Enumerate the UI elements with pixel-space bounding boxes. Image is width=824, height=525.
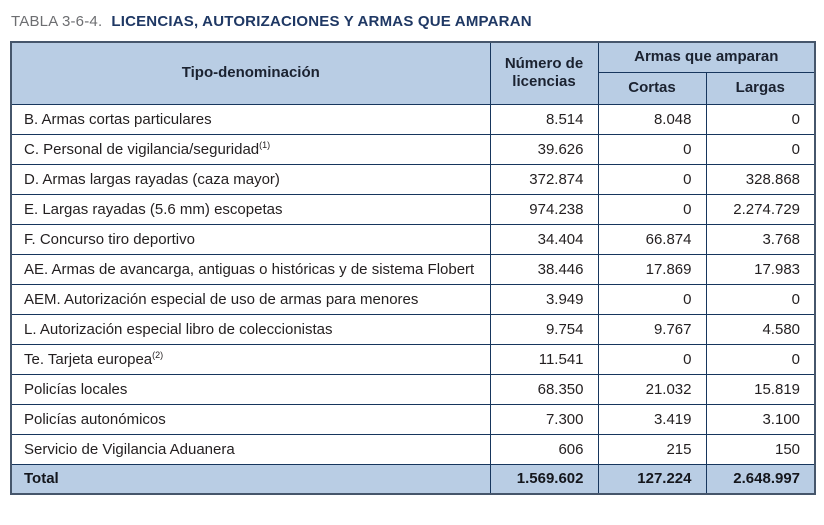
largas-value: 3.768 <box>706 224 815 254</box>
largas-value: 0 <box>706 134 815 164</box>
table-row <box>11 104 815 134</box>
licencias-value: 39.626 <box>490 134 598 164</box>
column-group-armas: Armas que amparan <box>598 42 815 72</box>
row-label: AE. Armas de avancarga, antiguas o históricas y de sistema Flobert <box>24 260 475 278</box>
row-label: Policías locales <box>24 380 128 398</box>
cortas-value: 0 <box>598 164 706 194</box>
licencias-value: 38.446 <box>490 254 598 284</box>
table-row <box>11 254 815 284</box>
row-label-cell <box>11 434 490 464</box>
row-label: F. Concurso tiro deportivo <box>24 230 195 248</box>
cortas-value: 66.874 <box>598 224 706 254</box>
largas-value: 17.983 <box>706 254 815 284</box>
row-label: D. Armas largas rayadas (caza mayor) <box>24 170 280 188</box>
table-row <box>11 404 815 434</box>
table-row <box>11 434 815 464</box>
largas-value: 0 <box>706 104 815 134</box>
cortas-value: 0 <box>598 134 706 164</box>
row-label: E. Largas rayadas (5.6 mm) escopetas <box>24 200 283 218</box>
cortas-value: 0 <box>598 284 706 314</box>
cortas-value: 3.419 <box>598 404 706 434</box>
largas-value: 3.100 <box>706 404 815 434</box>
table-row <box>11 194 815 224</box>
licencias-value: 372.874 <box>490 164 598 194</box>
licencias-value: 7.300 <box>490 404 598 434</box>
cortas-value: 9.767 <box>598 314 706 344</box>
row-label: B. Armas cortas particulares <box>24 110 212 128</box>
cortas-value: 21.032 <box>598 374 706 404</box>
cortas-value: 0 <box>598 194 706 224</box>
row-label: C. Personal de vigilancia/seguridad <box>24 140 260 158</box>
footnote-marker: (1) <box>259 139 271 150</box>
table-body <box>11 104 815 494</box>
row-label-cell <box>11 284 490 314</box>
row-label-cell <box>11 104 490 134</box>
table-row <box>11 164 815 194</box>
largas-value: 0 <box>706 284 815 314</box>
table-row <box>11 224 815 254</box>
total-label: Total <box>11 464 490 494</box>
table-row <box>11 134 815 164</box>
table-row <box>11 284 815 314</box>
row-label-cell <box>11 254 490 284</box>
total-licencias-value: 1.569.602 <box>490 464 598 494</box>
row-label-cell <box>11 224 490 254</box>
table-title: LICENCIAS, AUTORIZACIONES Y ARMAS QUE AMPARAN <box>111 13 532 30</box>
cortas-value: 8.048 <box>598 104 706 134</box>
column-header-cortas: Cortas <box>598 72 706 104</box>
licencias-armas-table <box>10 41 816 495</box>
licencias-value: 34.404 <box>490 224 598 254</box>
licencias-value: 974.238 <box>490 194 598 224</box>
row-label-cell <box>11 344 490 374</box>
total-cortas-value: 127.224 <box>598 464 706 494</box>
table-row <box>11 374 815 404</box>
table-row <box>11 344 815 374</box>
licencias-value: 9.754 <box>490 314 598 344</box>
row-label-cell <box>11 404 490 434</box>
licencias-value: 11.541 <box>490 344 598 374</box>
licencias-value: 68.350 <box>490 374 598 404</box>
row-label: Policías autonómicos <box>24 410 166 428</box>
cortas-value: 0 <box>598 344 706 374</box>
licencias-value: 8.514 <box>490 104 598 134</box>
largas-value: 328.868 <box>706 164 815 194</box>
row-label-cell <box>11 134 490 164</box>
header-row-group <box>11 42 815 72</box>
column-header-tipo: Tipo-denominación <box>11 42 490 104</box>
licencias-value: 3.949 <box>490 284 598 314</box>
column-header-licencias: Número de licencias <box>490 42 598 104</box>
largas-value: 4.580 <box>706 314 815 344</box>
total-largas-value: 2.648.997 <box>706 464 815 494</box>
cortas-value: 215 <box>598 434 706 464</box>
cortas-value: 17.869 <box>598 254 706 284</box>
table-header <box>11 42 815 104</box>
row-label-cell <box>11 314 490 344</box>
row-label-cell <box>11 374 490 404</box>
largas-value: 15.819 <box>706 374 815 404</box>
largas-value: 2.274.729 <box>706 194 815 224</box>
licencias-value: 606 <box>490 434 598 464</box>
table-row <box>11 314 815 344</box>
footnote-marker: (2) <box>152 349 164 360</box>
row-label-cell <box>11 194 490 224</box>
row-label: AEM. Autorización especial de uso de armas para menores <box>24 290 419 308</box>
row-label: Te. Tarjeta europea <box>24 350 153 368</box>
row-label: Servicio de Vigilancia Aduanera <box>24 440 235 458</box>
row-label: L. Autorización especial libro de coleccionistas <box>24 320 333 338</box>
table-total-row <box>11 464 815 494</box>
row-label-cell <box>11 164 490 194</box>
largas-value: 0 <box>706 344 815 374</box>
table-number: TABLA 3-6-4. <box>11 13 103 30</box>
column-header-largas: Largas <box>706 72 815 104</box>
largas-value: 150 <box>706 434 815 464</box>
table-caption <box>11 13 814 30</box>
